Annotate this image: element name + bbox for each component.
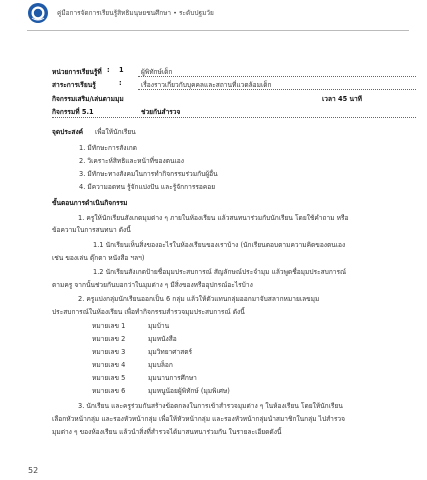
unit-name: ผู้พิทักษ์เด็ก — [141, 68, 173, 76]
group-corner: มุมนานการศึกษา — [148, 374, 197, 382]
header-divider — [27, 30, 409, 31]
activity-underline — [52, 117, 416, 118]
step11-line1: 1.1 นักเรียนเห็นสิ่งของอะไรในห้องเรียนของเราบ้าง (นักเรียนตอบตามความคิดของตนเอง — [93, 241, 346, 249]
group-corner: มุมบ้าน — [148, 322, 170, 330]
step1-line1: 1. ครูให้นักเรียนสังเกตมุมต่าง ๆ ภายในห้องเรียน แล้วสนทนาร่วมกับนักเรียน โดยใช้คำถาม หรือ — [78, 214, 349, 222]
step2-line2: ประสบการณ์ในห้องเรียน เพื่อทำกิจกรรมสำรวจมุมประสบการณ์ ดังนี้ — [52, 308, 245, 316]
topic-label: สาระการเรียนรู้ — [52, 81, 96, 89]
group-corner: มุมหนังสือ — [148, 335, 177, 343]
organization-logo — [27, 2, 49, 24]
topic-colon: : — [119, 79, 122, 87]
step3-line1: 3. นักเรียน และครูร่วมกันสร้างข้อตกลงในการเข้าสำรวจมุมต่าง ๆ ในห้องเรียน โดยให้นักเรียน — [78, 402, 343, 410]
objectives-intro: เพื่อให้นักเรียน — [95, 128, 136, 136]
unit-underline — [138, 76, 416, 77]
unit-colon: : — [107, 66, 110, 74]
header-title: คู่มือการจัดการเรียนรู้สิทธิมนุษยชนศึกษา • ระดับปฐมวัย — [57, 9, 214, 17]
step3-line2: เลือกหัวหน้ากลุ่ม และรองหัวหน้ากลุ่ม เพื่อให้หัวหน้ากลุ่ม และรองหัวหน้ากลุ่มนำสมาชิกในกลุ่ม ไปสำรวจ — [52, 415, 345, 423]
activity-type: กิจกรรมเสริม/เล่นตามมุม — [52, 95, 124, 103]
group-number: หมายเลข 6 — [92, 387, 126, 395]
objectives-heading: จุดประสงค์ — [52, 128, 84, 136]
objective-item: 2. วิเคราะห์สิทธิและหน้าที่ของตนเอง — [79, 157, 184, 165]
unit-label: หน่วยการเรียนรู้ที่ — [52, 68, 102, 76]
page-header — [27, 2, 407, 24]
group-number: หมายเลข 1 — [92, 322, 126, 330]
group-corner: มุมหนูน้อยผู้พิทักษ์ (มุมพิเศษ) — [148, 387, 230, 395]
steps-heading: ขั้นตอนการดำเนินกิจกรรม — [52, 199, 128, 207]
activity-name: ช่วยกันสำรวจ — [141, 108, 181, 116]
group-corner: มุมวิทยาศาสตร์ — [148, 348, 193, 356]
group-number: หมายเลข 2 — [92, 335, 126, 343]
topic-underline — [138, 89, 416, 90]
objective-item: 4. มีความอดทน รู้จักแบ่งปัน และรู้จักการรอคอย — [79, 183, 216, 191]
step11-line2: เช่น ของเล่น ตุ๊กตา หนังสือ ฯลฯ) — [52, 254, 145, 262]
group-number: หมายเลข 5 — [92, 374, 126, 382]
step2-line1: 2. ครูแบ่งกลุ่มนักเรียนออกเป็น 6 กลุ่ม แล้วให้ตัวแทนกลุ่มออกมาจับสลากหมายเลขมุม — [78, 295, 320, 303]
page-number: 52 — [28, 466, 39, 475]
step12-line1: 1.2 นักเรียนสังเกตป้ายชื่อมุมประสบการณ์ สัญลักษณ์ประจำมุม แล้วพูดชื่อมุมประสบการณ์ — [93, 268, 347, 276]
topic-value: เรื่องราวเกี่ยวกับบุคคลและสถานที่แวดล้อมเด็ก — [141, 81, 272, 89]
step12-line2: ตามครู จากนั้นช่วยกันบอกว่าในมุมต่าง ๆ มีสิ่งของหรืออุปกรณ์อะไรบ้าง — [52, 281, 253, 289]
group-corner: มุมบล็อก — [148, 361, 173, 369]
activity-time: เวลา 45 นาที — [322, 95, 363, 103]
group-number: หมายเลข 4 — [92, 361, 126, 369]
step1-line2: ข้อความในการสนทนา ดังนี้ — [52, 226, 131, 234]
activity-label: กิจกรรมที่ 5.1 — [52, 108, 94, 116]
step3-line3: มุมต่าง ๆ ของห้องเรียน แล้วนำสิ่งที่สำรวจได้มาสนทนาร่วมกัน ในรายละเอียดดังนี้ — [52, 428, 282, 436]
group-number: หมายเลข 3 — [92, 348, 126, 356]
objective-item: 1. มีทักษะการสังเกต — [79, 144, 137, 152]
unit-number: 1 — [119, 66, 124, 74]
objective-item: 3. มีทักษะทางสังคมในการทำกิจกรรมร่วมกับผู้อื่น — [79, 170, 218, 178]
